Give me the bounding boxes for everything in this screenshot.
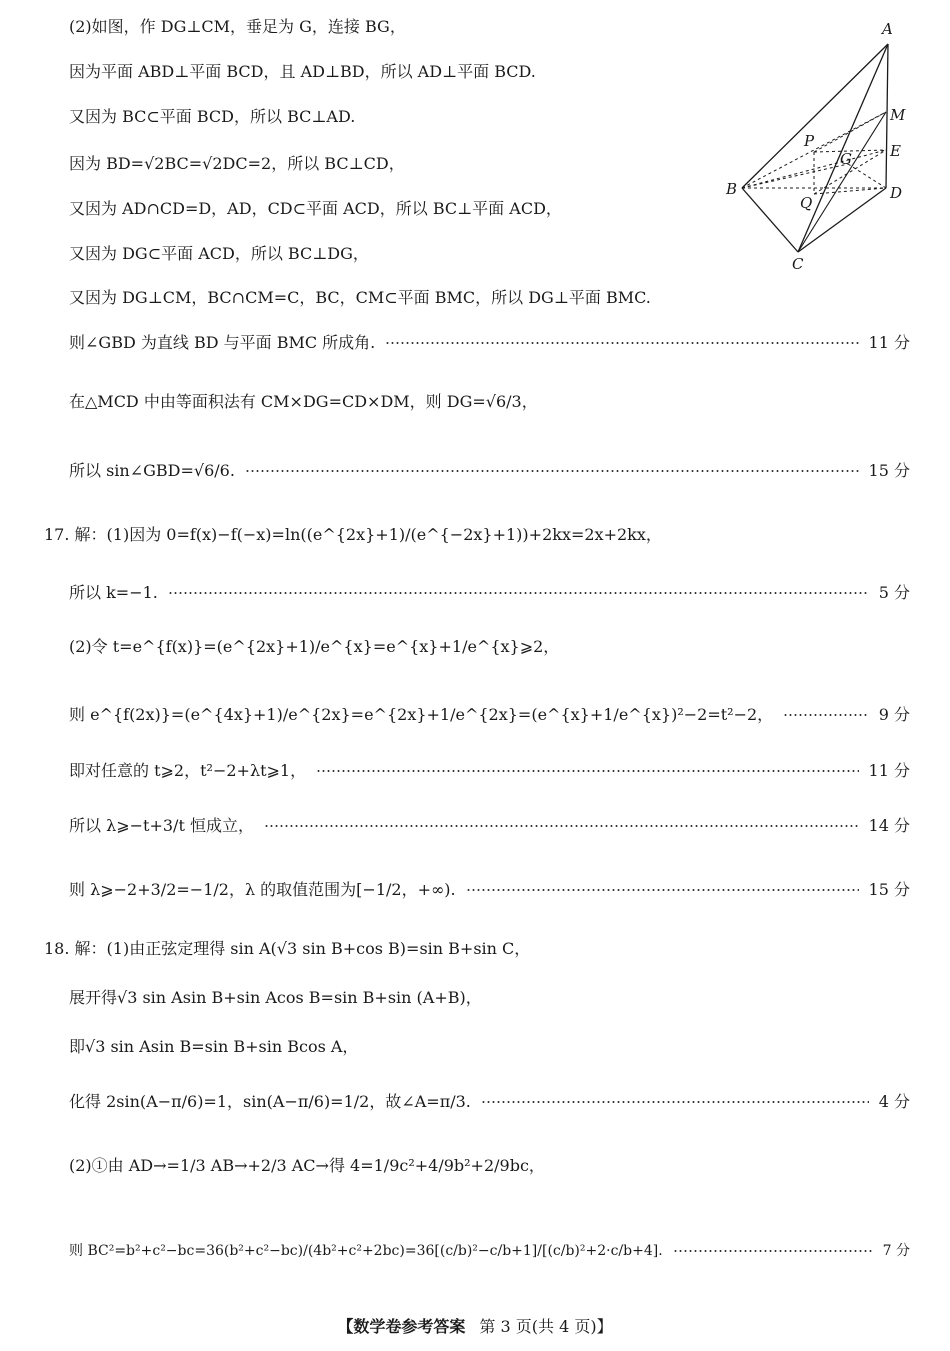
score-label: 5 分 (878, 583, 910, 602)
solution-line (69, 1240, 910, 1262)
line-text: 即√3 sin Asin B=sin B+sin Bcos A， (69, 1037, 359, 1056)
label-A: A (882, 20, 893, 38)
dot-leader (673, 1250, 873, 1252)
line-text: 则 BC²=b²+c²−bc=36(b²+c²−bc)/(4b²+c²+2bc)=36[(c/b)²−c/b+1]/[(c/b)²+2·c/b+4]. (69, 1243, 663, 1259)
solution-line (69, 332, 910, 354)
line-text: 则∠GBD 为直线 BD 与平面 BMC 所成角. (69, 333, 376, 352)
score-label: 9 分 (878, 705, 910, 724)
line-text: (2)令 t=e^{f(x)}=(e^{2x}+1)/e^{x}=e^{x}+1/e^{x}⩾2， (69, 637, 560, 656)
dot-leader (264, 825, 859, 827)
score-label: 4 分 (878, 1092, 910, 1111)
solution-line (69, 1036, 910, 1058)
label-P: P (804, 132, 815, 150)
label-G: G (840, 150, 852, 168)
dot-leader (783, 714, 869, 716)
solution-line (69, 582, 910, 604)
solution-line (69, 815, 910, 837)
line-text: 展开得√3 sin Asin B+sin Acos B=sin B+sin (A+B)， (69, 988, 482, 1007)
label-E: E (890, 142, 901, 160)
line-text: (2)如图，作 DG⊥CM，垂足为 G，连接 BG， (69, 17, 406, 36)
line-text: 所以 sin∠GBD=√6/6. (69, 461, 235, 480)
line-text: 化得 2sin(A−π/6)=1，sin(A−π/6)=1/2，故∠A=π/3. (69, 1092, 471, 1111)
line-text: 17. 解：(1)因为 0=f(x)−f(−x)=ln((e^{2x}+1)/(e^{−2x}+1))+2kx=2x+2kx， (44, 525, 662, 544)
solution-line (69, 760, 910, 782)
line-text: 则 λ⩾−2+3/2=−1/2，λ 的取值范围为[−1/2，+∞). (69, 880, 456, 899)
line-text: 因为 BD=√2BC=√2DC=2，所以 BC⊥CD， (69, 154, 405, 173)
solution-line (69, 16, 910, 38)
label-B: B (726, 180, 738, 198)
solution-line (69, 243, 910, 265)
dot-leader (481, 1101, 869, 1103)
line-text: 又因为 BC⊂平面 BCD，所以 BC⊥AD. (69, 107, 356, 126)
line-text: 所以 λ⩾−t+3/t 恒成立， (69, 816, 254, 835)
dot-leader (316, 770, 858, 772)
solution-line (69, 61, 570, 83)
dot-leader (385, 342, 858, 344)
solution-line (69, 1155, 910, 1177)
score-label: 11 分 (868, 761, 910, 780)
solution-line (69, 460, 910, 482)
line-text: 18. 解：(1)由正弦定理得 sin A(√3 sin B+cos B)=sin B+sin C， (44, 939, 531, 958)
dot-leader (245, 470, 859, 472)
line-text: 即对任意的 t⩾2，t²−2+λt⩾1， (69, 761, 307, 780)
solution-line (69, 636, 910, 658)
label-M: M (890, 106, 906, 124)
label-Q: Q (800, 194, 813, 212)
line-text: 又因为 AD∩CD=D，AD，CD⊂平面 ACD，所以 BC⊥平面 ACD， (69, 199, 562, 218)
dot-leader (466, 889, 859, 891)
line-text: 则 e^{f(2x)}=(e^{4x}+1)/e^{2x}=e^{2x}+1/e^{2x}=(e^{x}+1/e^{x})²−2=t²−2， (69, 705, 774, 724)
line-text: 在△MCD 中由等面积法有 CM×DG=CD×DM，则 DG=√6/3， (69, 392, 538, 411)
line-text: 所以 k=−1. (69, 583, 158, 602)
solution-line (69, 153, 910, 175)
line-text: 又因为 DG⊥CM，BC∩CM=C，BC，CM⊂平面 BMC，所以 DG⊥平面 BMC. (69, 288, 651, 307)
solution-line (69, 879, 910, 901)
tetrahedron-figure (722, 14, 912, 276)
solution-line (44, 938, 910, 960)
solution-line (44, 524, 910, 546)
solution-line (69, 1091, 910, 1113)
solution-line (69, 106, 910, 128)
label-D: D (890, 184, 903, 202)
score-label: 14 分 (868, 816, 910, 835)
solution-line (69, 704, 910, 726)
score-label: 7 分 (882, 1243, 910, 1259)
page-footer (0, 1314, 950, 1337)
footer-page-number: 第 3 页(共 4 页)】 (479, 1317, 613, 1336)
score-label: 11 分 (868, 333, 910, 352)
footer-title: 【数学卷参考答案 (337, 1317, 466, 1336)
dot-leader (168, 592, 869, 594)
line-text: (2)①由 AD→=1/3 AB→+2/3 AC→得 4=1/9c²+4/9b²+2/9bc， (69, 1156, 545, 1175)
solution-line (69, 987, 910, 1009)
label-C: C (792, 255, 804, 273)
line-text: 又因为 DG⊂平面 ACD，所以 BC⊥DG， (69, 244, 369, 263)
score-label: 15 分 (868, 880, 910, 899)
solution-line (69, 198, 910, 220)
score-label: 15 分 (868, 461, 910, 480)
line-text: 因为平面 ABD⊥平面 BCD，且 AD⊥BD，所以 AD⊥平面 BCD. (69, 62, 536, 81)
solution-line (69, 287, 910, 309)
solution-line (69, 391, 910, 413)
